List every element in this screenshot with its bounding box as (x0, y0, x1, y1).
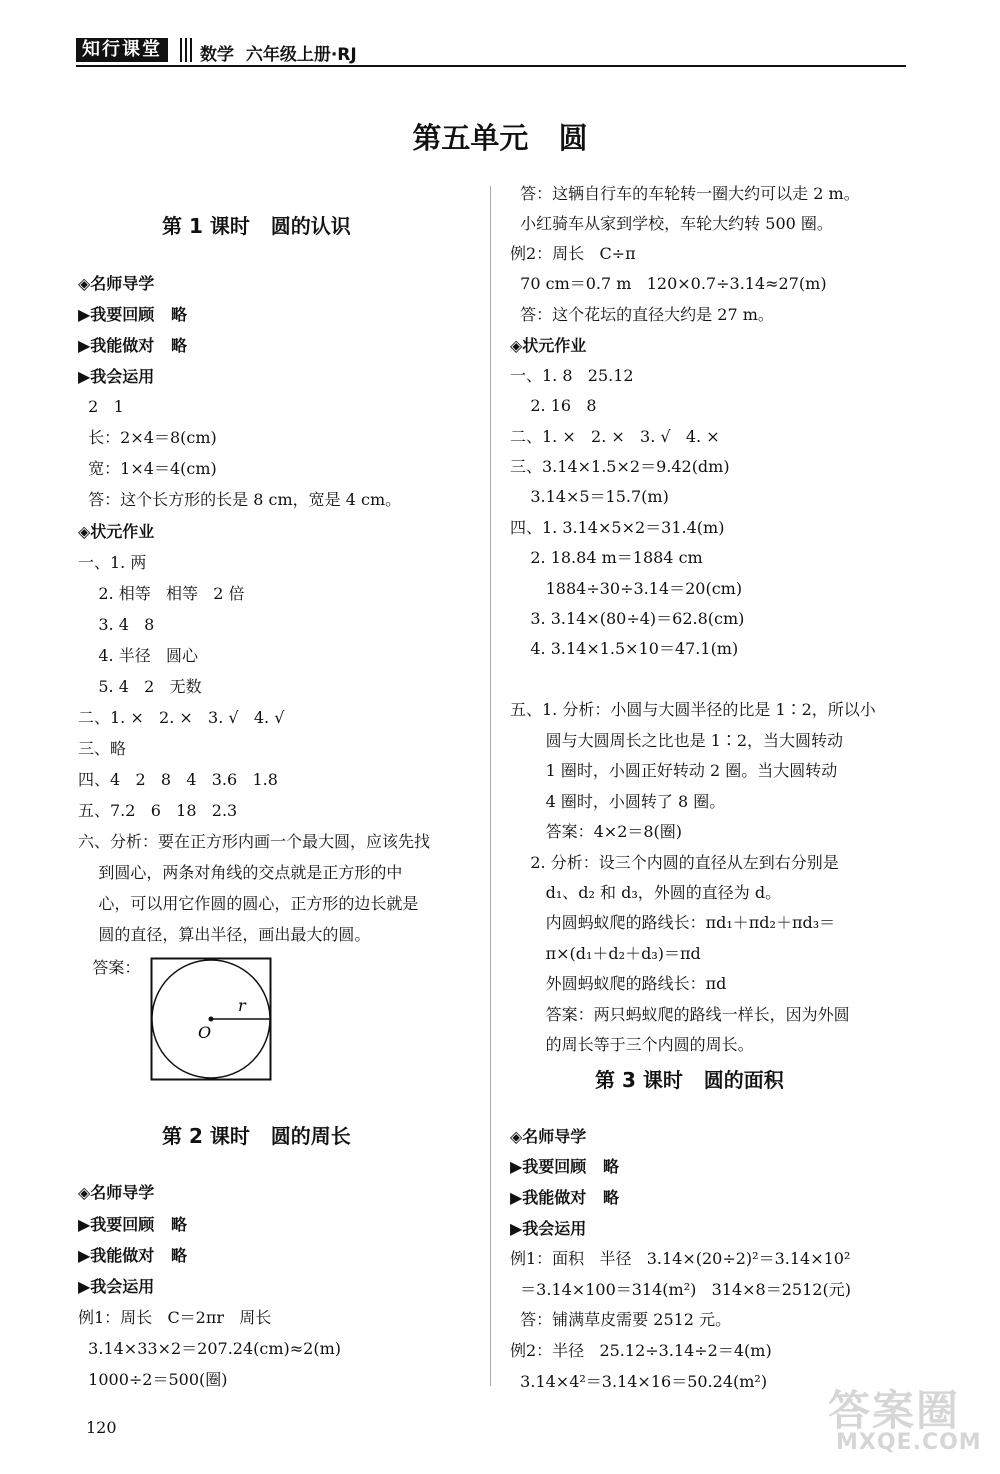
brand-logo: 知行课堂 (76, 38, 168, 62)
right-line: 答：这辆自行车的车轮转一圈大约可以走 2 m。 (510, 184, 860, 203)
right-line: ＝3.14×100＝314(m²) 314×8＝2512(元) (510, 1280, 851, 1299)
left-line: 3. 4 8 (78, 615, 155, 634)
center-point (209, 1017, 214, 1022)
left-line: 宽：1×4＝4(cm) (78, 459, 217, 478)
left-line: ▶我能做对 略 (78, 336, 188, 355)
right-line: ▶我会运用 (510, 1219, 587, 1238)
right-line: 2. 16 8 (510, 396, 597, 415)
right-line: ◈名师导学 (510, 1127, 587, 1146)
header-subtitle: 数学 六年级上册·RJ (200, 45, 357, 65)
left-line: 答：这个长方形的长是 8 cm，宽是 4 cm。 (78, 490, 402, 509)
lesson3-title: 第 3 课时 圆的面积 (595, 1068, 784, 1092)
right-line: 二、1. × 2. × 3. √ 4. × (510, 427, 720, 446)
right-line: 内圆蚂蚁爬的路线长：πd₁＋πd₂＋πd₃＝ (510, 913, 836, 932)
right-line: 答：铺满草皮需要 2512 元。 (510, 1310, 732, 1329)
left-line: ◈名师导学 (78, 274, 155, 293)
right-line: ◈状元作业 (510, 336, 587, 355)
lesson1-title: 第 1 课时 圆的认识 (162, 214, 351, 238)
left-line: 长：2×4＝8(cm) (78, 428, 217, 447)
right-line: 1 圈时，小圆正好转动 2 圈。当大圆转动 (510, 761, 838, 780)
right-line: 答：这个花坛的直径大约是 27 m。 (510, 305, 774, 324)
right-line: 3.14×5＝15.7(m) (510, 487, 669, 506)
right-line: 圆与大圆周长之比也是 1∶2，当大圆转动 (510, 731, 844, 750)
right-line: 一、1. 8 25.12 (510, 366, 634, 385)
right-line: 四、1. 3.14×5×2＝31.4(m) (510, 518, 725, 537)
right-line: ▶我能做对 略 (510, 1188, 620, 1207)
left-line: 二、1. × 2. × 3. √ 4. √ (78, 708, 285, 727)
left-line: 3.14×33×2＝207.24(cm)≈2(m) (78, 1339, 341, 1358)
right-line: 2. 18.84 m＝1884 cm (510, 548, 703, 567)
column-divider (490, 186, 491, 1386)
right-line: d₁、d₂ 和 d₃，外圆的直径为 d。 (510, 883, 782, 902)
left-line: ▶我要回顾 略 (78, 305, 188, 324)
radius-label: r (238, 996, 246, 1015)
left-line: ▶我能做对 略 (78, 1246, 188, 1265)
header-bars-decoration (180, 38, 194, 62)
left-line: 六、分析：要在正方形内画一个最大圆，应该先找 (78, 832, 431, 851)
watermark-logo (808, 1378, 988, 1468)
left-line: 三、略 (78, 739, 127, 758)
right-line: 答案：两只蚂蚁爬的路线一样长，因为外圆 (510, 1005, 850, 1024)
left-line: ◈状元作业 (78, 522, 155, 541)
unit-title: 第五单元 圆 (412, 121, 588, 155)
right-line: 1884÷30÷3.14＝20(cm) (510, 579, 743, 598)
left-line: ▶我会运用 (78, 367, 155, 386)
right-line: 三、3.14×1.5×2＝9.42(dm) (510, 457, 730, 476)
header-rule (76, 65, 906, 67)
right-line: 3. 3.14×(80÷4)＝62.8(cm) (510, 609, 745, 628)
right-line: 小红骑车从家到学校，车轮大约转 500 圈。 (510, 214, 833, 233)
left-line: 2 1 (78, 397, 124, 416)
page-header (76, 36, 906, 66)
right-line: 五、1. 分析：小圆与大圆半径的比是 1∶2，所以小 (510, 700, 876, 719)
left-line: 四、4 2 8 4 3.6 1.8 (78, 770, 278, 789)
right-line: 70 cm＝0.7 m 120×0.7÷3.14≈27(m) (510, 274, 827, 293)
left-line: 到圆心，两条对角线的交点就是正方形的中 (78, 863, 403, 882)
left-line: 一、1. 两 (78, 553, 147, 572)
right-line: 例2：半径 25.12÷3.14÷2＝4(m) (510, 1341, 772, 1360)
left-line: ▶我要回顾 略 (78, 1215, 188, 1234)
right-line: 例1：面积 半径 3.14×(20÷2)²＝3.14×10² (510, 1249, 851, 1268)
left-line: ◈名师导学 (78, 1183, 155, 1202)
center-label: O (198, 1023, 212, 1042)
right-line: 例2：周长 C÷π (510, 244, 636, 263)
page-number: 120 (86, 1418, 117, 1437)
left-line: ▶我会运用 (78, 1277, 155, 1296)
left-line: 5. 4 2 无数 (78, 677, 202, 696)
right-line: ▶我要回顾 略 (510, 1157, 620, 1176)
left-line: 答案： (72, 958, 141, 977)
watermark-text: 答案圈 (828, 1386, 961, 1435)
right-line: 外圆蚂蚁爬的路线长：πd (510, 974, 727, 993)
right-line: 2. 分析：设三个内圆的直径从左到右分别是 (510, 853, 839, 872)
left-line: 例1：周长 C＝2πr 周长 (78, 1308, 272, 1327)
left-line: 心，可以用它作圆的圆心，正方形的边长就是 (78, 894, 419, 913)
left-line: 1000÷2＝500(圈) (78, 1370, 228, 1389)
left-line: 五、7.2 6 18 2.3 (78, 801, 238, 820)
right-line: 4 圈时，小圆转了 8 圈。 (510, 792, 726, 811)
right-line: π×(d₁＋d₂＋d₃)＝πd (510, 944, 701, 963)
inscribed-circle-figure (150, 957, 272, 1081)
right-line: 答案：4×2＝8(圈) (510, 822, 683, 841)
right-line: 4. 3.14×1.5×10＝47.1(m) (510, 639, 739, 658)
left-line: 圆的直径，算出半径，画出最大的圆。 (78, 925, 371, 944)
watermark-url: MXQE.COM (836, 1430, 982, 1455)
right-line: 3.14×4²＝3.14×16＝50.24(m²) (510, 1372, 768, 1391)
left-line: 2. 相等 相等 2 倍 (78, 584, 245, 603)
lesson2-title: 第 2 课时 圆的周长 (162, 1124, 351, 1148)
right-line: 的周长等于三个内圆的周长。 (510, 1035, 754, 1054)
left-line: 4. 半径 圆心 (78, 646, 198, 665)
